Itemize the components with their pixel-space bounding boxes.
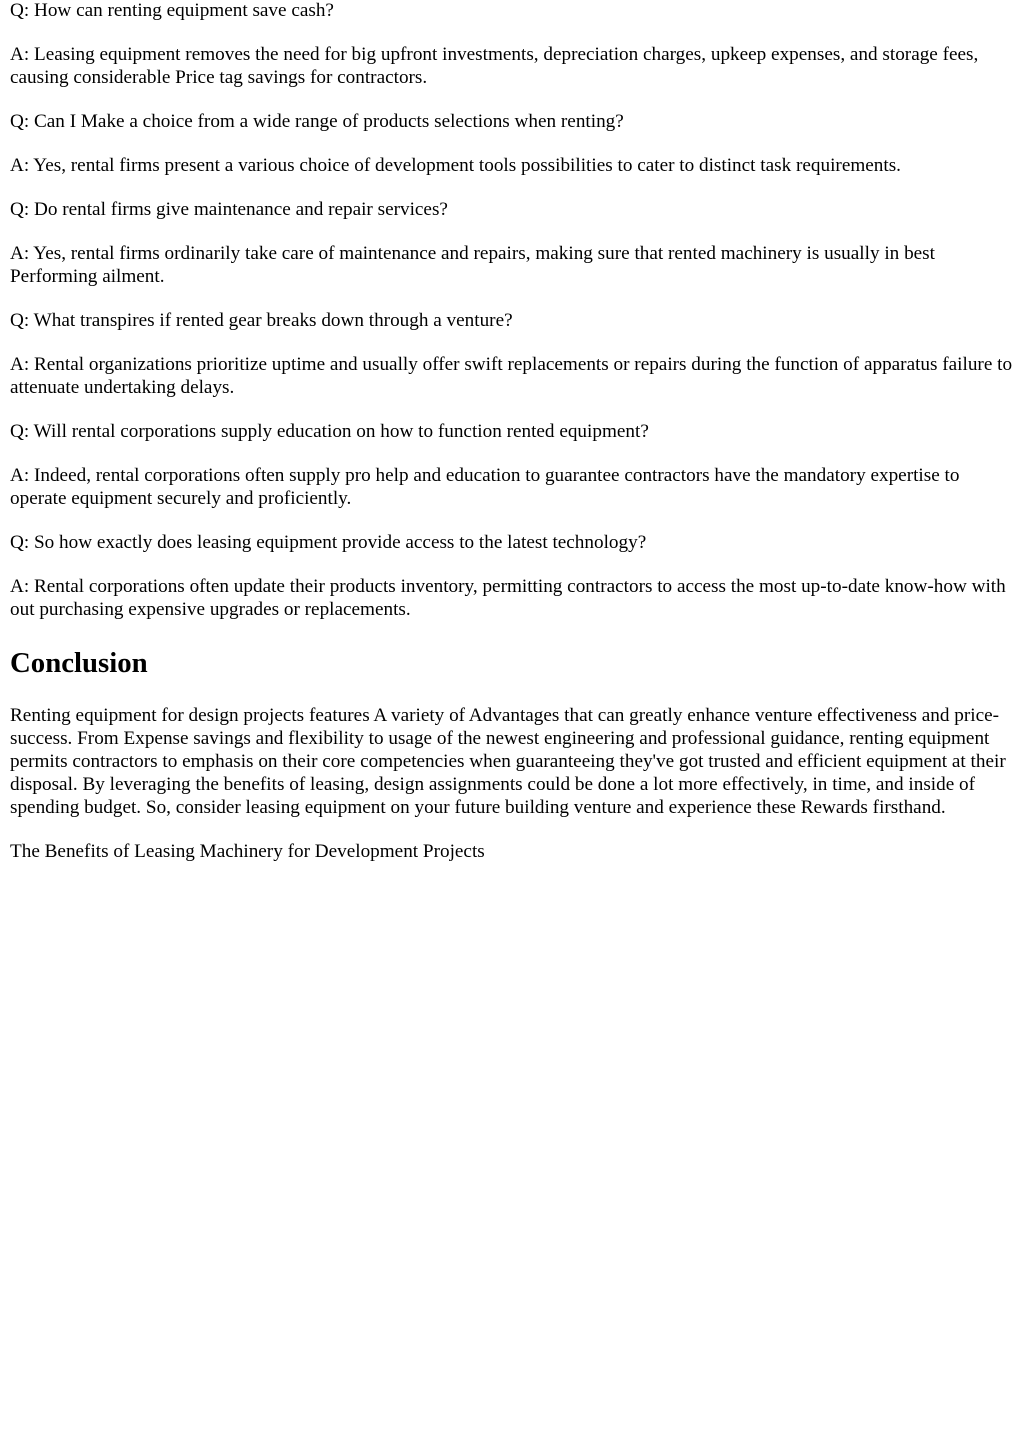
conclusion-heading: Conclusion bbox=[10, 647, 148, 679]
faq-question: Q: Will rental corporations supply education on how to function rented equipment? bbox=[10, 421, 649, 442]
footer-title: The Benefits of Leasing Machinery for Development Projects bbox=[10, 841, 485, 862]
faq-answer: A: Leasing equipment removes the need for big upfront investments, depreciation charges, upkeep expenses, and storage fees, causing considerable Price tag savings for contractors. bbox=[10, 44, 979, 88]
conclusion-paragraph: Renting equipment for design projects features A variety of Advantages that can greatly enhance venture effectiveness and price-success. From Expense savings and flexibility to usage of the newest engineering and professional guidance, renting equipment permits contractors to emphasis on their core competencies when guaranteeing they've got trusted and efficient equipment at their disposal. By leveraging the benefits of leasing, design assignments could be done a lot more effectively, in time, and inside of spending budget. So, consider leasing equipment on your future building venture and experience these Rewards firsthand. bbox=[10, 705, 1006, 818]
faq-section bbox=[10, 0, 1014, 621]
faq-question: Q: Can I Make a choice from a wide range of products selections when renting? bbox=[10, 111, 624, 132]
faq-answer: A: Rental corporations often update their products inventory, permitting contractors to access the most up-to-date know-how with out purchasing expensive upgrades or replacements. bbox=[10, 576, 1006, 620]
faq-answer: A: Indeed, rental corporations often supply pro help and education to guarantee contractors have the mandatory expertise to operate equipment securely and proficiently. bbox=[10, 465, 960, 509]
faq-answer: A: Yes, rental firms ordinarily take care of maintenance and repairs, making sure that rented machinery is usually in best Performing ailment. bbox=[10, 243, 935, 287]
faq-answer: A: Rental organizations prioritize uptime and usually offer swift replacements or repairs during the function of apparatus failure to attenuate undertaking delays. bbox=[10, 354, 1013, 398]
faq-question: Q: Do rental firms give maintenance and repair services? bbox=[10, 199, 448, 220]
faq-question: Q: So how exactly does leasing equipment provide access to the latest technology? bbox=[10, 532, 647, 553]
faq-answer: A: Yes, rental firms present a various choice of development tools possibilities to cater to distinct task requirements. bbox=[10, 155, 901, 176]
faq-question: Q: How can renting equipment save cash? bbox=[10, 0, 334, 21]
faq-question: Q: What transpires if rented gear breaks down through a venture? bbox=[10, 310, 513, 331]
